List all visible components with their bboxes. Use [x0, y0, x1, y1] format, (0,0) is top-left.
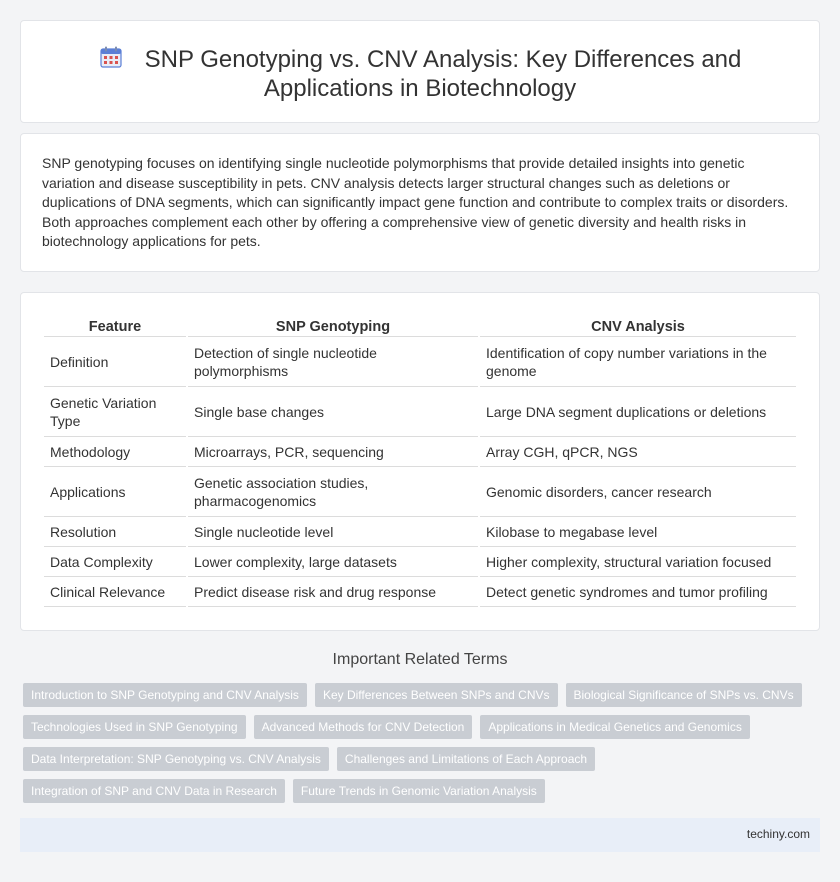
table-cell: Microarrays, PCR, sequencing — [188, 437, 478, 467]
tag-row — [23, 779, 803, 803]
tag-row — [23, 683, 803, 707]
related-term-tag[interactable]: Introduction to SNP Genotyping and CNV Analysis — [23, 683, 307, 707]
table-cell: Detection of single nucleotide polymorphisms — [188, 337, 478, 387]
table-cell: Single base changes — [188, 387, 478, 437]
related-term-tag[interactable]: Data Interpretation: SNP Genotyping vs. CNV Analysis — [23, 747, 329, 771]
table-row — [44, 547, 796, 577]
table-row — [44, 337, 796, 387]
comparison-table-card — [20, 292, 820, 631]
related-term-tag[interactable]: Integration of SNP and CNV Data in Research — [23, 779, 285, 803]
table-cell: Definition — [44, 337, 186, 387]
footer — [20, 818, 820, 852]
table-cell: Genomic disorders, cancer research — [480, 467, 796, 517]
header-card — [20, 20, 820, 123]
table-header-row — [44, 315, 796, 337]
intro-paragraph: SNP genotyping focuses on identifying single nucleotide polymorphisms that provide detailed insights into genetic variation and disease susceptibility in pets. CNV analysis detects larger structural changes such as deletions or duplications of DNA segments, which can significantly impact gene function and contribute to complex traits or disorders. Both approaches complement each other by offering a comprehensive view of genetic diversity and health risks in biotechnology applications for pets. — [42, 155, 789, 250]
table-row — [44, 517, 796, 547]
tag-row — [23, 747, 803, 771]
table-cell: Single nucleotide level — [188, 517, 478, 547]
table-cell: Lower complexity, large datasets — [188, 547, 478, 577]
comparison-table — [42, 315, 798, 607]
header-snp: SNP Genotyping — [188, 315, 478, 337]
table-cell: Genetic association studies, pharmacogenomics — [188, 467, 478, 517]
table-cell: Applications — [44, 467, 186, 517]
title-line-1: SNP Genotyping vs. CNV Analysis: Key Differences and — [144, 46, 742, 73]
table-cell: Genetic Variation Type — [44, 387, 186, 437]
related-term-tag[interactable]: Challenges and Limitations of Each Approach — [337, 747, 595, 771]
table-cell: Resolution — [44, 517, 186, 547]
related-terms-tags — [23, 683, 803, 811]
table-row — [44, 577, 796, 607]
table-cell: Clinical Relevance — [44, 577, 186, 607]
table-cell: Array CGH, qPCR, NGS — [480, 437, 796, 467]
table-cell: Higher complexity, structural variation focused — [480, 547, 796, 577]
table-cell: Identification of copy number variations in the genome — [480, 337, 796, 387]
header-feature: Feature — [44, 315, 186, 337]
calendar-icon — [99, 45, 123, 69]
related-term-tag[interactable]: Technologies Used in SNP Genotyping — [23, 715, 246, 739]
related-terms-title: Important Related Terms — [332, 651, 508, 668]
table-row — [44, 387, 796, 437]
tag-row — [23, 715, 803, 739]
table-cell: Methodology — [44, 437, 186, 467]
related-term-tag[interactable]: Applications in Medical Genetics and Genomics — [480, 715, 749, 739]
related-term-tag[interactable]: Biological Significance of SNPs vs. CNVs — [566, 683, 802, 707]
table-row — [44, 467, 796, 517]
related-term-tag[interactable]: Future Trends in Genomic Variation Analysis — [293, 779, 545, 803]
intro-card — [20, 133, 820, 272]
related-term-tag[interactable]: Advanced Methods for CNV Detection — [254, 715, 473, 739]
table-cell: Large DNA segment duplications or deletions — [480, 387, 796, 437]
header-cnv: CNV Analysis — [480, 315, 796, 337]
table-cell: Predict disease risk and drug response — [188, 577, 478, 607]
title-line-2: Applications in Biotechnology — [263, 75, 577, 102]
table-cell: Detect genetic syndromes and tumor profiling — [480, 577, 796, 607]
related-term-tag[interactable]: Key Differences Between SNPs and CNVs — [315, 683, 558, 707]
table-cell: Kilobase to megabase level — [480, 517, 796, 547]
footer-site-link[interactable]: techiny.com — [746, 827, 810, 841]
table-row — [44, 437, 796, 467]
table-cell: Data Complexity — [44, 547, 186, 577]
page-title — [21, 45, 819, 103]
